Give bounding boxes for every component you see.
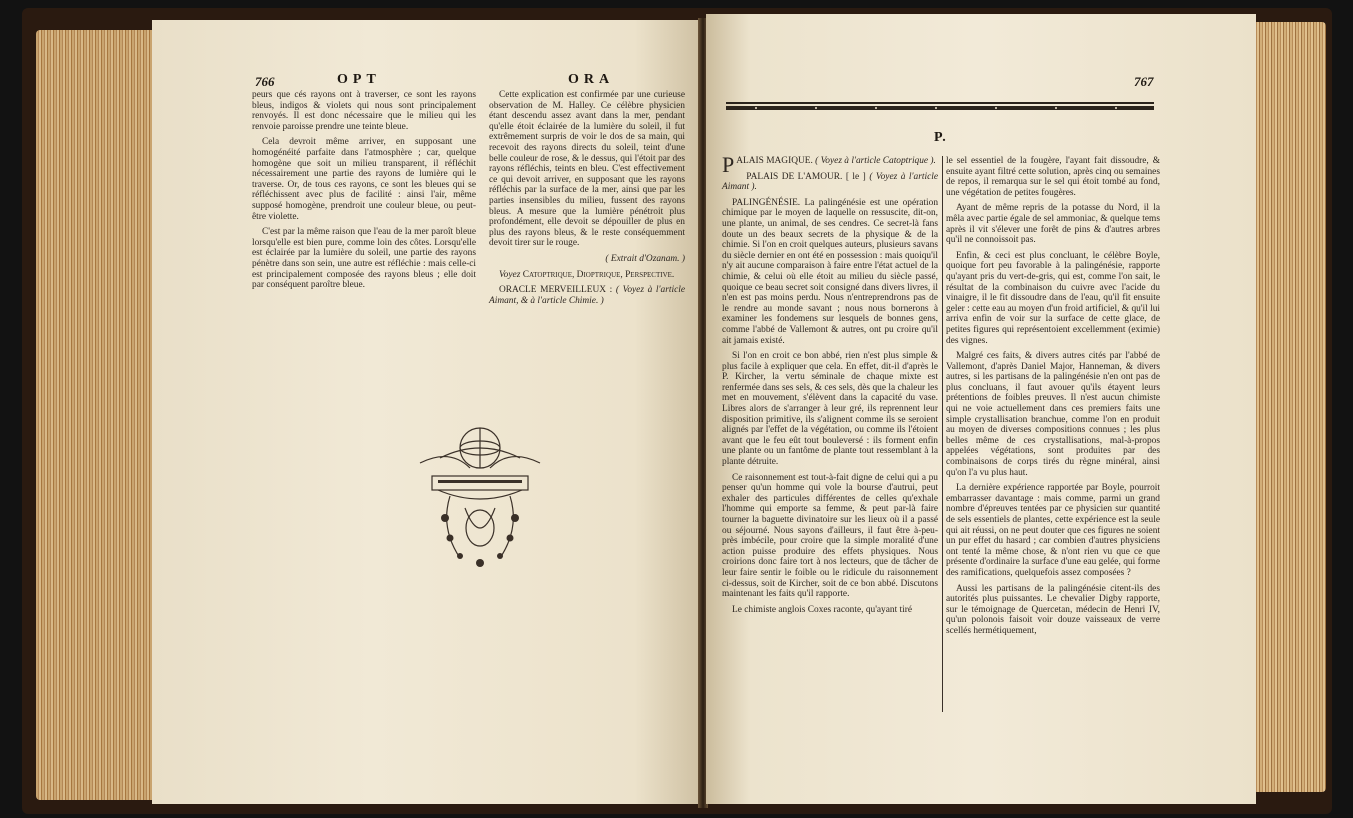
paragraph: Si l'on en croit ce bon abbé, rien n'est plus simple & plus facile à expliquer que cela. En effet, dit-il d'après le P. Kircher, la vertu séminale de chaque mixte est renfermée dans ses sels, & ces sels, dès que la chaleur les met en mouvement, s'élèvent dans la capacité du vase. Libres alors de s'arranger à leur gré, ils reprennent leur disposition primitive, ils s'alignent comme ils se seroient alignés par l'effet de la végétation, ou comme ils l'étoient avant que le feu eût tout bouleversé : ils forment enfin une plante ou un fantôme de plante tout ressemblant à la plante détruite. [722, 351, 938, 468]
voyez-label: Voyez [499, 269, 523, 280]
running-head-right: ORA [568, 72, 615, 87]
voyez-refs: Catoptrique, Dioptrique, Perspective. [522, 269, 675, 280]
voyez-line [489, 270, 685, 281]
right-page-edges [1254, 22, 1326, 792]
drop-cap: P [722, 152, 735, 177]
left-page-edges [36, 30, 154, 800]
left-column-2 [489, 90, 685, 311]
entry-ref: ( Voyez à l'article Aimant ). [722, 171, 939, 193]
paragraph: C'est par la même raison que l'eau de la mer paroît bleue lorsqu'elle est bien pure, comme loin des côtes. Lorsqu'elle est éclairée par la lumière du soleil, une partie des rayons pénètre dans son sein, une autre est réfléchie : mais celle-ci est principalement composée des rayons bleus ; elle doit par conséquent paroître bleue. [252, 227, 476, 291]
entry-palais-amour [722, 172, 938, 193]
paragraph: Enfin, & ceci est plus concluant, le célèbre Boyle, quoique fort peu favorable à la palingénésie, rapporte qu'ayant pris du vert-de-gris, qui est, comme l'on sait, le résultat de la combinaison du cuivre avec l'acide du vinaigre, il le fit dissoudre dans de l'eau, qu'il fit ensuite geler : cette eau au moyen d'un froid artificiel, & qu'il lui arriva enfin de voir sur la surface de cette glace, de petites figures qui représentoient excellemment (eximie) des vignes. [946, 250, 1160, 346]
ornamental-vignette-icon [410, 418, 550, 570]
paragraph: Cela devroit même arriver, en supposant une homogénéité parfaite dans l'atmosphère ; car, quelque homogène que soit un milieu transparent, il réfléchit nécessairement une partie des rayons de lumière qui le traverse. Or, de tous ces rayons, ce sont les bleues qui se réfléchissent avec plus de facilité : ainsi l'air, même supposé homogène, prendroit une couleur bleue, ou peut-être violette. [252, 137, 476, 222]
entry-ref: ( Voyez à l'article Aimant, & à l'article Chimie. ) [489, 285, 685, 306]
left-column-1 [252, 90, 476, 296]
decorative-rule-icon [726, 100, 1154, 112]
page-number-right: 767 [1134, 74, 1154, 89]
entry-heading: PALINGÉNÉSIE. [732, 197, 801, 208]
running-head-left: OPT [337, 72, 381, 87]
right-column-1 [722, 152, 939, 620]
column-divider [942, 156, 943, 712]
entry-heading: ORACLE MERVEILLEUX : [499, 285, 613, 296]
entry-heading: PALAIS DE L'AMOUR. [ le ] [746, 171, 866, 182]
paragraph: Aussi les partisans de la palingénésie citent-ils des autorités plus puissantes. Le chevalier Digby rapporte, sur le témoignage de Quercetan, médecin de Henri IV, qu'un polonois faisoit voir douze vaisseaux de verre scellés hermétiquement, [946, 583, 1160, 636]
paragraph: Le chimiste anglois Coxes raconte, qu'ayant tiré [732, 604, 913, 615]
left-page [152, 20, 700, 804]
oracle-entry [489, 285, 685, 306]
entry-palingenesie [722, 198, 938, 346]
entry-ref: ( Voyez à l'article Catoptrique ). [815, 156, 936, 166]
right-column-2 [946, 156, 1160, 642]
paragraph: Ce raisonnement est tout-à-fait digne de celui qui a pu penser qu'un homme qui vole la bourse d'autrui, peut exhaler des particules différentes de celles qu'exhale l'homme qui emporte sa femme, & peut par-là faire tourner la baguette divinatoire sur les lieux où il a passé ou séjourné. Nous sayons d'ailleurs, il faut être à-peu-près imbécile, pour croire que la simple moralité d'une action puisse produire des effets physiques. Nous croirions donc faire tort à nos lecteurs, que de tâcher de leur faire sentir le foible ou le ridicule du raisonnement ci-dessus, soit de Kircher, soit de ce bon abbé. Discutons maintenant les faits qu'il rapporte. [722, 472, 938, 600]
page-number-left: 766 [255, 74, 275, 89]
paragraph: La palingénésie est une opération chimique par le moyen de laquelle on ressuscite, dit-on, une plante, un animal, de ses cendres. Ce secret-là fans doute un des beaux secrets de la physique & de la chimie. Si l'on en croit quelques auteurs, plusieurs savans du siècle dernier en ont été en possession : mais quoiqu'il n'y ait aucune comparaison à faire entre l'état actuel de la chimie, & celui où elle étoit au milieu du siècle passé, quoique ce beau secret soit consigné dans divers livres, il n'en est pas moins perdu. Nous n'entreprendrons pas de le rendre au monde savant ; nous nous bornerons à examiner les fondemens sur lesquels de bonnes gens, comme l'abbé de Vallemont & autres, ont pu croire qu'il ait jamais existé. [722, 197, 939, 346]
paragraph: Cette explication est confirmée par une curieuse observation de M. Halley. Ce célèbre physicien étant descendu assez avant dans la mer, pendant qu'elle étoit éclairée de la lumière du soleil, il fut extrêmement surpris de voir le dos de sa main, qui recevoit des rayons directs du soleil, teint d'une belle couleur de rose, & le dessus, qui l'étoit par des rayons réfléchis, teints en bleu. C'est effectivement ce qui devoit arriver, en supposant que les rayons réfléchis par la surface de la mer, ainsi que par les parties insensibles du milieu, fussent des rayons bleus. A mesure que la lumière pénétroit plus profondément, elle devoit se dépouiller de plus en plus des rayons bleus, & le reste conséquemment devoit tirer sur le rouge. [489, 90, 685, 249]
paragraph: Malgré ces faits, & divers autres cités par l'abbé de Vallemont, d'après Daniel Major, Hanneman, & divers autres, si les partisans de la palingénésie n'en ont pas de plus concluans, il faut avouer qu'ils étayent leurs prétentions de foibles preuves. Il n'est aucun chimiste qui ne voie actuellement dans ces premiers faits une simple crystallisation branchue, comme l'on en produit au moyen de diverses compositions connues ; les plus belles même de ces crystallisations, mal-à-propos appelées végétations, sont produites par des combinaisons de corps tirés du règne minéral, ainsi qu'on l'a vu plus haut. [946, 351, 1160, 478]
paragraph: peurs que cés rayons ont à traverser, ce sont les rayons bleus, indigos & violets qui nous sont principalement renvoyés. Il est donc nécessaire que le milieu qui les renvoie paroisse prendre une teinte bleue. [252, 90, 476, 132]
paragraph: Ayant de même repris de la potasse du Nord, il la mêla avec partie égale de sel ammoniac, & quelque tems après il vit s'élever une forêt de pins & d'autres arbres qu'il ne connoissoit pas. [946, 203, 1160, 246]
entry-heading: ALAIS MAGIQUE. [736, 156, 813, 166]
section-letter: P. [934, 130, 947, 145]
source-note: ( Extrait d'Ozanam. ) [605, 253, 685, 264]
paragraph: le sel essentiel de la fougère, l'ayant fait dissoudre, & ensuite ayant filtré cette solution, après cinq ou semaines de repos, il remarqua sur le sel qui étoit tombé au fond, une végétation de petites fougères. [946, 156, 1160, 198]
right-page [706, 14, 1256, 804]
paragraph: La dernière expérience rapportée par Boyle, pourroit embarrasser davantage : mais comme, parmi un grand nombre d'épreuves tentées par ce physicien sur quantité de sels essentiels de plantes, cette expérience est la seule qui ait réussi, on ne peut douter que ces figures ne soient un pur effet du hasard ; car combien d'autres physiciens ont tenté la même chose, & n'ont rien vu que ce que présente d'ordinaire la surface d'une eau gelée, qui forme des ramifications, quelquefois assez composées ? [946, 483, 1160, 578]
